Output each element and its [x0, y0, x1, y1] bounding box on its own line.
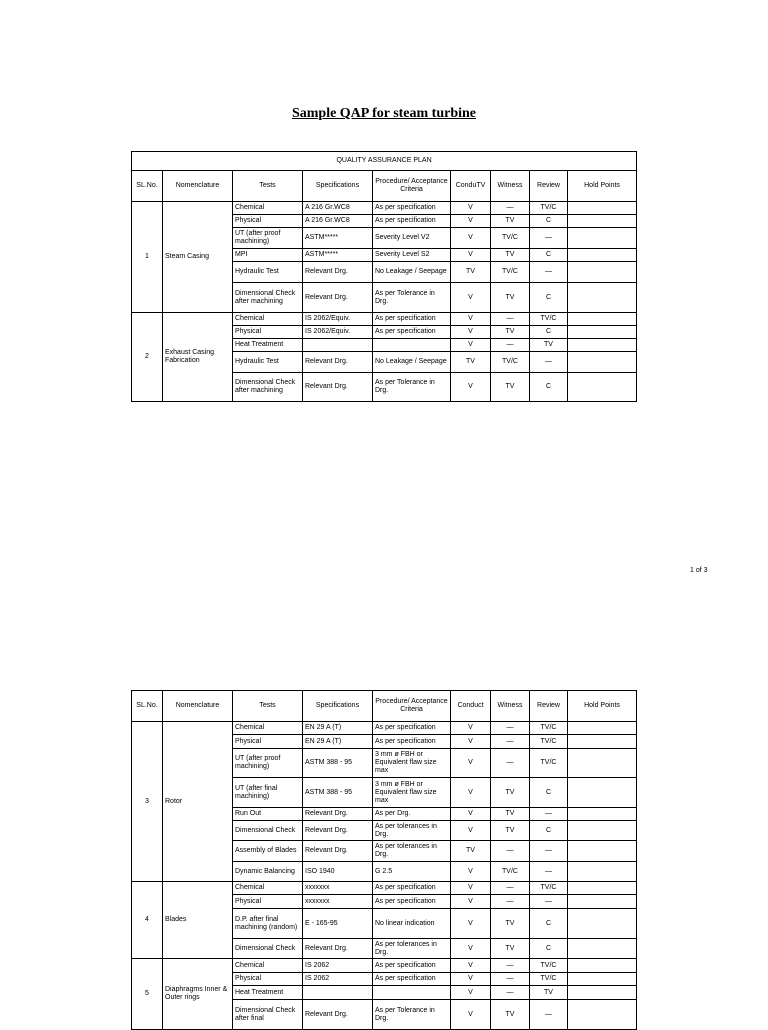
cell-specification: A 216 Gr.WC8: [303, 215, 373, 228]
cell-procedure: As per specification: [373, 313, 451, 326]
table-body: [132, 202, 637, 402]
cell-specification: ASTM 388 - 95: [303, 778, 373, 808]
cell-hold-points: [568, 283, 637, 313]
table-body: [132, 722, 637, 1030]
cell-hold-points: [568, 352, 637, 373]
table-row: [132, 202, 637, 215]
cell-conduct: TV: [451, 841, 491, 862]
cell-procedure: No Leakage / Seepage: [373, 262, 451, 283]
cell-witness: TV: [491, 326, 530, 339]
qap-table-1: [131, 151, 637, 402]
cell-review: —: [530, 228, 568, 249]
cell-witness: —: [491, 722, 530, 735]
cell-hold-points: [568, 909, 637, 939]
cell-procedure: G 2.5: [373, 862, 451, 882]
cell-review: TV/C: [530, 882, 568, 895]
cell-test: Physical: [233, 326, 303, 339]
cell-review: C: [530, 939, 568, 959]
cell-specification: Relevant Drg.: [303, 283, 373, 313]
cell-hold-points: [568, 202, 637, 215]
cell-witness: —: [491, 895, 530, 909]
cell-witness: TV: [491, 283, 530, 313]
cell-procedure: [373, 339, 451, 352]
header-review: Review: [530, 171, 568, 202]
cell-test: UT (after proof machining): [233, 749, 303, 778]
cell-specification: Relevant Drg.: [303, 821, 373, 841]
cell-review: TV/C: [530, 313, 568, 326]
table-row: [132, 313, 637, 326]
cell-procedure: 3 mm ø FBH or Equivalent flaw size max: [373, 749, 451, 778]
cell-test: Dimensional Check: [233, 821, 303, 841]
cell-procedure: As per specification: [373, 722, 451, 735]
cell-review: —: [530, 262, 568, 283]
cell-procedure: As per Drg.: [373, 808, 451, 821]
cell-conduct: V: [451, 749, 491, 778]
cell-witness: TV/C: [491, 862, 530, 882]
cell-sl-no: 4: [132, 882, 163, 959]
cell-specification: Relevant Drg.: [303, 808, 373, 821]
cell-witness: TV: [491, 249, 530, 262]
cell-test: Chemical: [233, 722, 303, 735]
cell-specification: Relevant Drg.: [303, 1000, 373, 1030]
cell-test: Dynamic Balancing: [233, 862, 303, 882]
cell-witness: —: [491, 202, 530, 215]
cell-procedure: As per tolerances in Drg.: [373, 821, 451, 841]
cell-hold-points: [568, 973, 637, 986]
cell-conduct: V: [451, 735, 491, 749]
qap-table-2: [131, 690, 637, 1030]
cell-sl-no: 2: [132, 313, 163, 402]
cell-test: Physical: [233, 735, 303, 749]
cell-review: TV/C: [530, 959, 568, 973]
cell-conduct: V: [451, 373, 491, 402]
cell-nomenclature: Diaphragms Inner & Outer rings: [163, 959, 233, 1030]
cell-witness: —: [491, 339, 530, 352]
cell-procedure: 3 mm ø FBH or Equivalent flaw size max: [373, 778, 451, 808]
cell-conduct: V: [451, 862, 491, 882]
cell-specification: xxxxxxx: [303, 882, 373, 895]
table-header-row: [132, 171, 637, 202]
cell-specification: [303, 986, 373, 1000]
cell-specification: ISO 1940: [303, 862, 373, 882]
cell-conduct: V: [451, 882, 491, 895]
cell-review: —: [530, 895, 568, 909]
cell-procedure: Severity Level V2: [373, 228, 451, 249]
cell-test: Assembly of Blades: [233, 841, 303, 862]
cell-procedure: As per tolerances in Drg.: [373, 841, 451, 862]
cell-procedure: As per Tolerance in Drg.: [373, 1000, 451, 1030]
cell-witness: —: [491, 959, 530, 973]
cell-hold-points: [568, 249, 637, 262]
cell-witness: TV: [491, 373, 530, 402]
cell-conduct: V: [451, 778, 491, 808]
cell-test: Dimensional Check after machining: [233, 283, 303, 313]
cell-review: —: [530, 352, 568, 373]
cell-specification: EN 29 A (T): [303, 722, 373, 735]
cell-conduct: V: [451, 215, 491, 228]
table-row: [132, 959, 637, 973]
cell-witness: TV/C: [491, 228, 530, 249]
cell-conduct: V: [451, 986, 491, 1000]
cell-conduct: TV: [451, 352, 491, 373]
cell-conduct: V: [451, 821, 491, 841]
cell-conduct: V: [451, 249, 491, 262]
cell-hold-points: [568, 722, 637, 735]
cell-conduct: TV: [451, 262, 491, 283]
cell-hold-points: [568, 735, 637, 749]
cell-test: Physical: [233, 895, 303, 909]
cell-hold-points: [568, 326, 637, 339]
header-specifications: Specifications: [303, 171, 373, 202]
cell-test: D.P. after final machining (random): [233, 909, 303, 939]
cell-review: C: [530, 283, 568, 313]
cell-review: TV/C: [530, 735, 568, 749]
cell-conduct: V: [451, 808, 491, 821]
header-tests: Tests: [233, 691, 303, 722]
cell-procedure: As per specification: [373, 215, 451, 228]
cell-procedure: As per specification: [373, 973, 451, 986]
cell-witness: TV: [491, 808, 530, 821]
header-sl-no: SL.No.: [132, 691, 163, 722]
cell-witness: TV: [491, 778, 530, 808]
cell-test: Chemical: [233, 882, 303, 895]
table-caption: QUALITY ASSURANCE PLAN: [132, 152, 637, 171]
cell-test: UT (after final machining): [233, 778, 303, 808]
document-title: Sample QAP for steam turbine: [291, 106, 477, 121]
header-procedure: Procedure/ Acceptance Criteria: [373, 691, 451, 722]
cell-review: TV/C: [530, 202, 568, 215]
cell-hold-points: [568, 808, 637, 821]
cell-conduct: V: [451, 326, 491, 339]
cell-witness: —: [491, 735, 530, 749]
cell-witness: TV: [491, 1000, 530, 1030]
table-row: [132, 722, 637, 735]
cell-specification: ASTM*****: [303, 249, 373, 262]
cell-witness: —: [491, 986, 530, 1000]
cell-review: C: [530, 215, 568, 228]
cell-witness: TV/C: [491, 352, 530, 373]
header-nomenclature: Nomenclature: [163, 691, 233, 722]
header-witness: Witness: [491, 171, 530, 202]
cell-procedure: As per specification: [373, 735, 451, 749]
cell-hold-points: [568, 1000, 637, 1030]
cell-procedure: As per specification: [373, 959, 451, 973]
cell-review: TV/C: [530, 722, 568, 735]
cell-review: C: [530, 249, 568, 262]
cell-conduct: V: [451, 283, 491, 313]
cell-hold-points: [568, 313, 637, 326]
cell-test: Dimensional Check: [233, 939, 303, 959]
cell-witness: —: [491, 973, 530, 986]
cell-witness: TV: [491, 909, 530, 939]
cell-test: Hydraulic Test: [233, 262, 303, 283]
header-conduct: Conduct: [451, 691, 491, 722]
cell-hold-points: [568, 262, 637, 283]
cell-specification: ASTM 388 - 95: [303, 749, 373, 778]
cell-conduct: V: [451, 202, 491, 215]
cell-hold-points: [568, 939, 637, 959]
cell-specification: IS 2062: [303, 973, 373, 986]
cell-test: Physical: [233, 215, 303, 228]
cell-test: Dimensional Check after final: [233, 1000, 303, 1030]
cell-specification: Relevant Drg.: [303, 939, 373, 959]
cell-hold-points: [568, 862, 637, 882]
header-witness: Witness: [491, 691, 530, 722]
cell-specification: Relevant Drg.: [303, 262, 373, 283]
cell-review: TV/C: [530, 749, 568, 778]
cell-procedure: As per specification: [373, 326, 451, 339]
cell-hold-points: [568, 339, 637, 352]
cell-test: Chemical: [233, 202, 303, 215]
header-sl-no: SL.No.: [132, 171, 163, 202]
cell-hold-points: [568, 228, 637, 249]
cell-procedure: As per Tolerance in Drg.: [373, 283, 451, 313]
cell-hold-points: [568, 821, 637, 841]
cell-procedure: No Leakage / Seepage: [373, 352, 451, 373]
cell-hold-points: [568, 895, 637, 909]
cell-procedure: As per specification: [373, 202, 451, 215]
cell-nomenclature: Blades: [163, 882, 233, 959]
cell-specification: Relevant Drg.: [303, 841, 373, 862]
cell-test: Chemical: [233, 313, 303, 326]
cell-specification: EN 29 A (T): [303, 735, 373, 749]
table-header-row: [132, 691, 637, 722]
table-row: [132, 882, 637, 895]
cell-test: Physical: [233, 973, 303, 986]
cell-hold-points: [568, 749, 637, 778]
cell-specification: Relevant Drg.: [303, 373, 373, 402]
cell-procedure: [373, 986, 451, 1000]
cell-test: MPI: [233, 249, 303, 262]
cell-conduct: V: [451, 339, 491, 352]
header-nomenclature: Nomenclature: [163, 171, 233, 202]
cell-conduct: V: [451, 313, 491, 326]
cell-procedure: Severity Level S2: [373, 249, 451, 262]
cell-witness: TV/C: [491, 262, 530, 283]
cell-witness: —: [491, 841, 530, 862]
header-tests: Tests: [233, 171, 303, 202]
cell-review: —: [530, 862, 568, 882]
cell-nomenclature: Exhaust Casing Fabrication: [163, 313, 233, 402]
cell-sl-no: 1: [132, 202, 163, 313]
cell-conduct: V: [451, 909, 491, 939]
cell-review: C: [530, 373, 568, 402]
cell-hold-points: [568, 215, 637, 228]
cell-specification: IS 2062/Equiv.: [303, 313, 373, 326]
cell-specification: E - 165-95: [303, 909, 373, 939]
cell-test: UT (after proof machining): [233, 228, 303, 249]
cell-specification: IS 2062: [303, 959, 373, 973]
cell-conduct: V: [451, 1000, 491, 1030]
cell-procedure: As per tolerances in Drg.: [373, 939, 451, 959]
cell-review: TV/C: [530, 973, 568, 986]
cell-review: C: [530, 909, 568, 939]
cell-sl-no: 3: [132, 722, 163, 882]
cell-test: Chemical: [233, 959, 303, 973]
cell-hold-points: [568, 841, 637, 862]
cell-witness: —: [491, 313, 530, 326]
cell-review: TV: [530, 986, 568, 1000]
header-hold-points: Hold Points: [568, 691, 637, 722]
cell-hold-points: [568, 986, 637, 1000]
cell-nomenclature: Rotor: [163, 722, 233, 882]
page-number: 1 of 3: [690, 567, 708, 574]
cell-witness: —: [491, 882, 530, 895]
cell-review: —: [530, 1000, 568, 1030]
cell-specification: [303, 339, 373, 352]
cell-procedure: As per Tolerance in Drg.: [373, 373, 451, 402]
cell-witness: TV: [491, 215, 530, 228]
cell-procedure: As per specification: [373, 895, 451, 909]
cell-specification: IS 2062/Equiv.: [303, 326, 373, 339]
cell-conduct: V: [451, 973, 491, 986]
cell-witness: —: [491, 749, 530, 778]
cell-test: Heat Treatment: [233, 986, 303, 1000]
cell-test: Hydraulic Test: [233, 352, 303, 373]
cell-test: Dimensional Check after machining: [233, 373, 303, 402]
cell-test: Run Out: [233, 808, 303, 821]
cell-hold-points: [568, 778, 637, 808]
cell-hold-points: [568, 882, 637, 895]
cell-sl-no: 5: [132, 959, 163, 1030]
cell-review: TV: [530, 339, 568, 352]
cell-review: C: [530, 326, 568, 339]
header-procedure: Procedure/ Acceptance Criteria: [373, 171, 451, 202]
cell-conduct: V: [451, 228, 491, 249]
header-conduct: ConduTV: [451, 171, 491, 202]
cell-conduct: V: [451, 939, 491, 959]
cell-nomenclature: Steam Casing: [163, 202, 233, 313]
cell-specification: xxxxxxx: [303, 895, 373, 909]
cell-review: —: [530, 841, 568, 862]
cell-hold-points: [568, 959, 637, 973]
cell-review: C: [530, 778, 568, 808]
cell-review: —: [530, 808, 568, 821]
cell-witness: TV: [491, 939, 530, 959]
cell-conduct: V: [451, 959, 491, 973]
cell-conduct: V: [451, 722, 491, 735]
cell-witness: TV: [491, 821, 530, 841]
cell-specification: Relevant Drg.: [303, 352, 373, 373]
cell-specification: A 216 Gr.WC8: [303, 202, 373, 215]
header-hold-points: Hold Points: [568, 171, 637, 202]
cell-review: C: [530, 821, 568, 841]
cell-specification: ASTM*****: [303, 228, 373, 249]
cell-test: Heat Treatment: [233, 339, 303, 352]
cell-procedure: As per specification: [373, 882, 451, 895]
cell-hold-points: [568, 373, 637, 402]
header-review: Review: [530, 691, 568, 722]
cell-procedure: No linear indication: [373, 909, 451, 939]
cell-conduct: V: [451, 895, 491, 909]
header-specifications: Specifications: [303, 691, 373, 722]
